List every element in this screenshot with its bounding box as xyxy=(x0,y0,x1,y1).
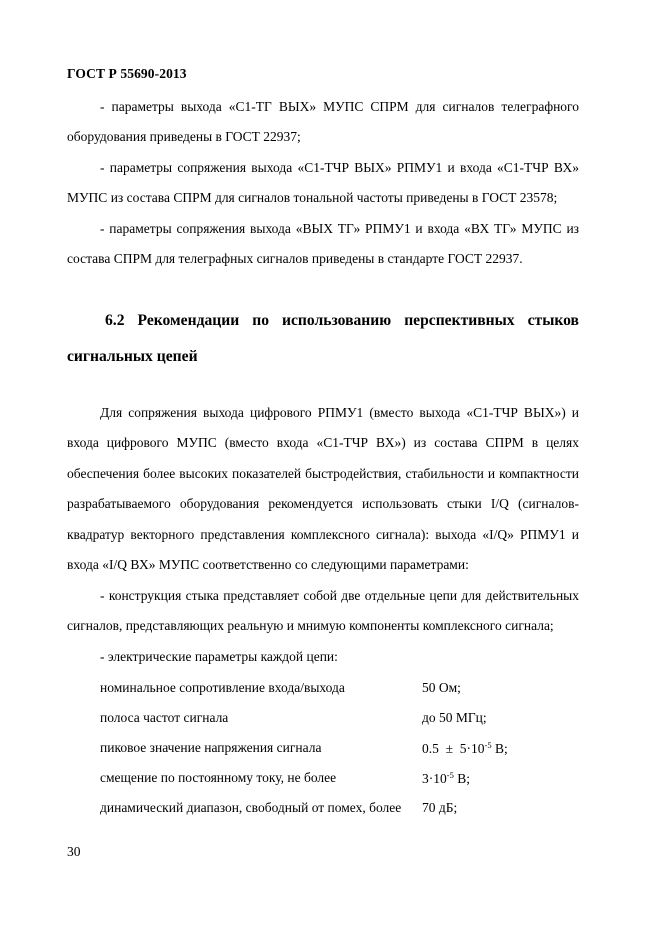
param-value: до 50 МГц; xyxy=(422,710,487,725)
param-name: смещение по постоянному току, не более xyxy=(100,770,337,785)
intro-item-1: - параметры выхода «С1-ТГ ВЫХ» МУПС СПРМ для сигналов телеграфного оборудования приведены в ГОСТ 22937; xyxy=(67,99,579,145)
intro-item-3: - параметры сопряжения выхода «ВЫХ ТГ» РПМУ1 и входа «ВХ ТГ» МУПС из состава СПРМ для телеграфных сигналов приведены в стандарте ГОСТ 22937. xyxy=(67,221,579,267)
body-paragraph: Для сопряжения выхода цифрового РПМУ1 (вместо выхода «С1-ТЧР ВЫХ») и входа цифрового МУПС (вместо входа «С1-ТЧР ВХ») из состава СПРМ в целях обеспечения более высоких показателей быстродействия, стабильности и компактности разрабатываемого оборудования рекомендуется использовать стыки I/Q (сигналов-квадратур векторного представления комплексного сигнала): выхода «I/Q» РПМУ1 и входа «I/Q ВХ» МУПС соответственно со следующими параметрами: xyxy=(67,405,579,573)
construction-item: - конструкция стыка представляет собой две отдельные цепи для действительных сигналов, представляющих реальную и мнимую компоненты комплексного сигнала; xyxy=(67,588,579,634)
param-name: номинальное сопротивление входа/выхода xyxy=(100,680,345,695)
params-intro: - электрические параметры каждой цепи: xyxy=(100,649,338,664)
param-value-exponent: -5 xyxy=(484,740,492,750)
param-row xyxy=(100,710,580,730)
param-value: 50 Ом; xyxy=(422,680,461,695)
param-row xyxy=(100,740,580,760)
intro-item-2: - параметры сопряжения выхода «С1-ТЧР ВЫХ» РПМУ1 и входа «С1-ТЧР ВХ» МУПС из состава СПРМ для сигналов тональной частоты приведены в ГОСТ 23578; xyxy=(67,160,579,206)
param-row xyxy=(100,770,580,790)
section-number: 6.2 xyxy=(105,312,125,329)
param-value: 70 дБ; xyxy=(422,800,458,815)
param-value xyxy=(422,770,470,787)
param-name: динамический диапазон, свободный от помех, более xyxy=(100,800,402,815)
param-value-unit: В; xyxy=(453,771,470,786)
param-name: пиковое значение напряжения сигнала xyxy=(100,740,322,755)
param-value-prefix: 3·10 xyxy=(422,771,447,786)
document-header: ГОСТ Р 55690-2013 xyxy=(67,66,187,81)
section-heading xyxy=(67,303,579,375)
param-value-unit: В; xyxy=(491,741,508,756)
param-value xyxy=(422,740,508,757)
param-value-prefix: 0.5 ± 5·10 xyxy=(422,741,485,756)
section-title: Рекомендации по использованию перспективных стыков сигнальных цепей xyxy=(67,312,579,365)
param-row xyxy=(100,680,580,700)
param-name: полоса частот сигнала xyxy=(100,710,229,725)
page-number: 30 xyxy=(67,844,81,859)
param-value-exponent: -5 xyxy=(446,770,454,780)
param-row xyxy=(100,800,580,820)
